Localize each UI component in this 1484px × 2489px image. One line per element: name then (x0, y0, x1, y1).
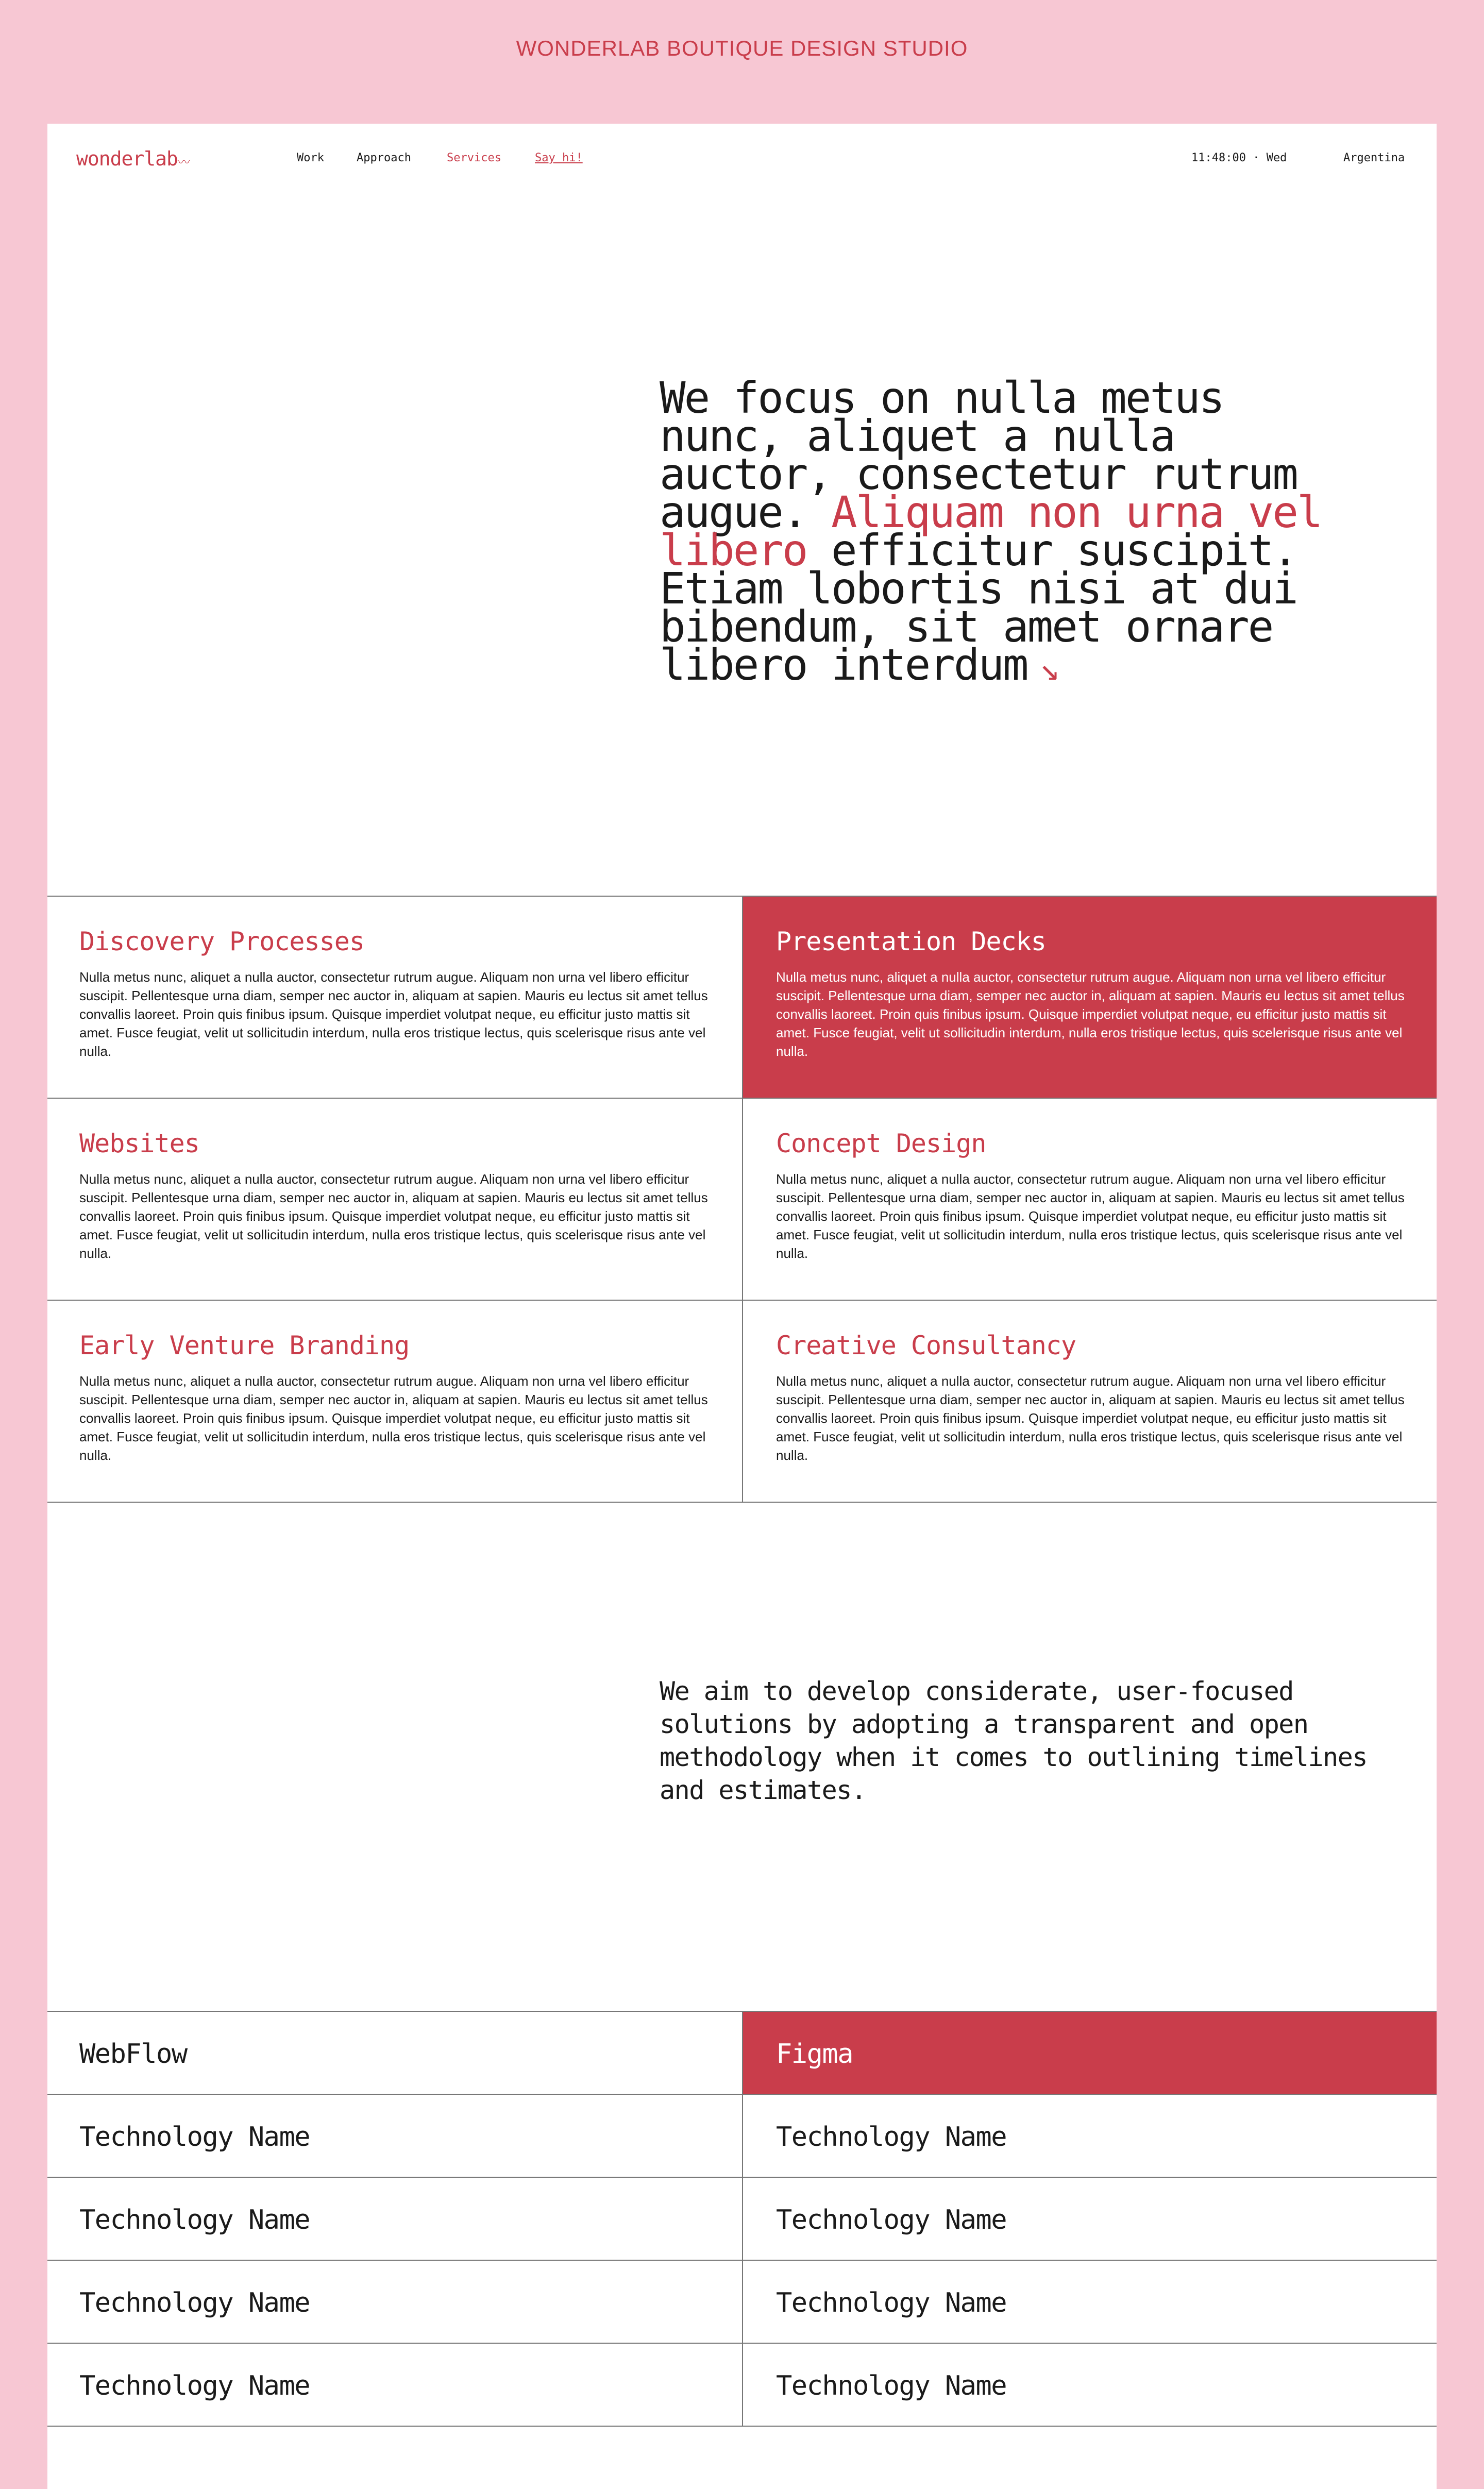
services-grid (47, 896, 1437, 1506)
logo[interactable] (76, 147, 190, 170)
tech-cell-figma[interactable]: Figma (743, 2012, 1437, 2095)
hero-text-accent: Aliquam non urna vel libero (660, 487, 1322, 576)
logo-wave-icon: 〰 (177, 155, 190, 170)
nav-link-say-hi[interactable]: Say hi! (535, 152, 583, 164)
service-title: Creative Consultancy (776, 1331, 1076, 1360)
hero-text-before: We focus on nulla metus nunc, aliquet a nulla auctor, consectetur rutrum augue. (660, 373, 1297, 537)
service-card-concept[interactable] (742, 1099, 1437, 1301)
tech-cell[interactable]: Technology Name (47, 2344, 742, 2427)
nav-country: Argentina (1343, 152, 1405, 164)
nav-link-approach[interactable]: Approach (357, 152, 411, 164)
service-title: Presentation Decks (776, 927, 1046, 956)
tech-cell[interactable]: Technology Name (47, 2095, 742, 2178)
tech-cell[interactable]: Technology Name (743, 2178, 1437, 2261)
service-card-discovery[interactable] (47, 897, 742, 1099)
approach-statement: We aim to develop considerate, user-focused solutions by adopting a transparent and open methodology when it comes to outlining timelines and estimates. (660, 1676, 1367, 1805)
service-desc: Nulla metus nunc, aliquet a nulla auctor, consectetur rutrum augue. Aliquam non urna vel libero efficitur suscipit. Pellentesque urna diam, semper nec auctor in, aliquam at sapien. Mauris eu lectus sit amet tellus convallis laoreet. Proin quis finibus ipsum. Quisque imperdiet volutpat neque, eu efficitur justo mattis sit amet. Fusce feugiat, velit ut sollicitudin interdum, nulla eros tristique lectus, quis scelerisque risus ante vel nulla. (79, 1171, 708, 1261)
tech-cell[interactable]: Technology Name (743, 2344, 1437, 2427)
service-title: Websites (79, 1129, 199, 1158)
nav-clock: 11:48:00 · Wed (1191, 152, 1287, 164)
tech-cell[interactable]: Technology Name (47, 2261, 742, 2344)
service-desc: Nulla metus nunc, aliquet a nulla auctor, consectetur rutrum augue. Aliquam non urna vel libero efficitur suscipit. Pellentesque urna diam, semper nec auctor in, aliquam at sapien. Mauris eu lectus sit amet tellus convallis laoreet. Proin quis finibus ipsum. Quisque imperdiet volutpat neque, eu efficitur justo mattis sit amet. Fusce feugiat, velit ut sollicitudin interdum, nulla eros tristique lectus, quis scelerisque risus ante vel nulla. (79, 969, 708, 1059)
service-card-branding[interactable] (47, 1301, 742, 1503)
service-title: Concept Design (776, 1129, 986, 1158)
top-caption: WONDERLAB BOUTIQUE DESIGN STUDIO (516, 36, 968, 60)
logo-text: wonderlab (76, 147, 178, 170)
arrow-down-right-icon[interactable]: ↘ (1039, 650, 1058, 688)
service-desc: Nulla metus nunc, aliquet a nulla auctor, consectetur rutrum augue. Aliquam non urna vel libero efficitur suscipit. Pellentesque urna diam, semper nec auctor in, aliquam at sapien. Mauris eu lectus sit amet tellus convallis laoreet. Proin quis finibus ipsum. Quisque imperdiet volutpat neque, eu efficitur justo mattis sit amet. Fusce feugiat, velit ut sollicitudin interdum, nulla eros tristique lectus, quis scelerisque risus ante vel nulla. (79, 1373, 708, 1463)
service-desc: Nulla metus nunc, aliquet a nulla auctor, consectetur rutrum augue. Aliquam non urna vel libero efficitur suscipit. Pellentesque urna diam, semper nec auctor in, aliquam at sapien. Mauris eu lectus sit amet tellus convallis laoreet. Proin quis finibus ipsum. Quisque imperdiet volutpat neque, eu efficitur justo mattis sit amet. Fusce feugiat, velit ut sollicitudin interdum, nulla eros tristique lectus, quis scelerisque risus ante vel nulla. (776, 1171, 1405, 1261)
navbar (47, 124, 1437, 191)
service-card-consultancy[interactable] (742, 1301, 1437, 1503)
tech-cell[interactable]: Technology Name (743, 2095, 1437, 2178)
tech-cell-webflow[interactable]: WebFlow (47, 2012, 742, 2095)
service-title: Early Venture Branding (79, 1331, 410, 1360)
tech-cell[interactable]: Technology Name (47, 2178, 742, 2261)
service-card-websites[interactable] (47, 1099, 742, 1301)
hero-text-after: efficitur suscipit. Etiam lobortis nisi at dui bibendum, sit amet ornare libero interdum (660, 525, 1297, 690)
tech-cell[interactable]: Technology Name (743, 2261, 1437, 2344)
service-desc: Nulla metus nunc, aliquet a nulla auctor, consectetur rutrum augue. Aliquam non urna vel libero efficitur suscipit. Pellentesque urna diam, semper nec auctor in, aliquam at sapien. Mauris eu lectus sit amet tellus convallis laoreet. Proin quis finibus ipsum. Quisque imperdiet volutpat neque, eu efficitur justo mattis sit amet. Fusce feugiat, velit ut sollicitudin interdum, nulla eros tristique lectus, quis scelerisque risus ante vel nulla. (776, 1373, 1405, 1463)
page-card (47, 124, 1437, 2489)
service-desc: Nulla metus nunc, aliquet a nulla auctor, consectetur rutrum augue. Aliquam non urna vel libero efficitur suscipit. Pellentesque urna diam, semper nec auctor in, aliquam at sapien. Mauris eu lectus sit amet tellus convallis laoreet. Proin quis finibus ipsum. Quisque imperdiet volutpat neque, eu efficitur justo mattis sit amet. Fusce feugiat, velit ut sollicitudin interdum, nulla eros tristique lectus, quis scelerisque risus ante vel nulla. (776, 969, 1405, 1059)
tech-column-right (742, 2012, 1437, 2427)
tech-column-left (47, 2012, 742, 2427)
service-card-presentation[interactable] (742, 897, 1437, 1099)
service-title: Discovery Processes (79, 927, 364, 956)
technology-table (47, 2011, 1437, 2401)
nav-link-services[interactable]: Services (447, 152, 501, 164)
nav-link-work[interactable]: Work (297, 152, 324, 164)
hero-statement (660, 373, 1329, 690)
